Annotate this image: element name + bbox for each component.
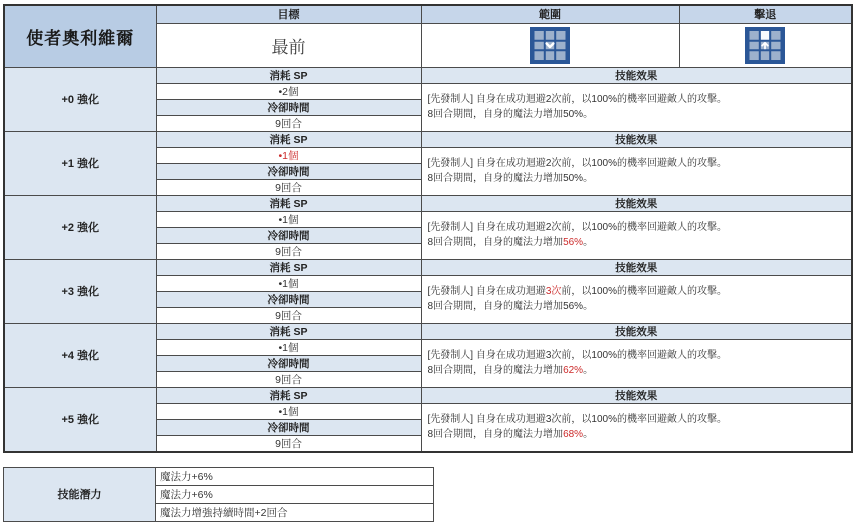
- sp-cost-value: [156, 403, 421, 419]
- effect-line-1: [先發制人] 自身在成功迴避3次前，以100%的機率回避敵人的攻擊。: [427, 413, 727, 425]
- level-label: +2 強化: [4, 195, 156, 259]
- skill-potential-table: [3, 467, 434, 522]
- sp-cost-text: •1個: [278, 341, 299, 354]
- sp-cost-text: •1個: [278, 213, 299, 226]
- cooldown-header: 冷卻時間: [156, 291, 421, 307]
- skill-effect-text: [421, 83, 852, 131]
- skill-effect-header: 技能效果: [421, 259, 852, 275]
- skill-effect-text: [421, 147, 852, 195]
- cooldown-value: 9回合: [156, 179, 421, 195]
- skill-effect-header: 技能效果: [421, 131, 852, 147]
- skill-effect-header: 技能效果: [421, 67, 852, 83]
- sp-cost-header: 消耗 SP: [156, 67, 421, 83]
- skill-effect-text: [421, 275, 852, 323]
- level-label: +3 強化: [4, 259, 156, 323]
- effect-line-1: [先發制人] 自身在成功迴避3次前，以100%的機率回避敵人的攻擊。: [427, 349, 727, 361]
- skill-effect-text: [421, 339, 852, 387]
- range-icon-cell: [421, 23, 679, 67]
- cooldown-header: 冷卻時間: [156, 99, 421, 115]
- skill-effect-text: [421, 211, 852, 259]
- sp-cost-text: •1個: [278, 405, 299, 418]
- sp-cost-header: 消耗 SP: [156, 131, 421, 147]
- range-grid-center-marker-icon: [422, 27, 679, 64]
- skill-effect-header: 技能效果: [421, 323, 852, 339]
- cooldown-value: 9回合: [156, 243, 421, 259]
- level-label: +5 強化: [4, 387, 156, 452]
- effect-line-1: [先發制人] 自身在成功迴避3次前，以100%的機率回避敵人的攻擊。: [427, 285, 727, 297]
- cooldown-value: 9回合: [156, 115, 421, 131]
- sp-cost-value: [156, 339, 421, 355]
- effect-line-1: [先發制人] 自身在成功迴避2次前，以100%的機率回避敵人的攻擊。: [427, 221, 727, 233]
- level-label: +0 強化: [4, 67, 156, 131]
- sp-cost-text: •2個: [278, 85, 299, 98]
- skill-effect-header: 技能效果: [421, 387, 852, 403]
- sp-cost-header: 消耗 SP: [156, 195, 421, 211]
- knockback-icon-cell: [679, 23, 852, 67]
- potential-row: 魔法力+6%: [156, 467, 434, 485]
- target-value: 最前: [156, 23, 421, 67]
- level-label: +4 強化: [4, 323, 156, 387]
- effect-line-2: 8回合期間，自身的魔法力增加56%。: [427, 237, 594, 248]
- effect-line-1: [先發制人] 自身在成功迴避2次前，以100%的機率回避敵人的攻擊。: [427, 157, 727, 169]
- range-column-header: 範圍: [421, 5, 679, 23]
- sp-cost-text: •1個: [278, 149, 299, 162]
- cooldown-header: 冷卻時間: [156, 419, 421, 435]
- sp-cost-value: [156, 211, 421, 227]
- knockback-column-header: 擊退: [679, 5, 852, 23]
- effect-line-2: 8回合期間，自身的魔法力增加50%。: [427, 173, 594, 184]
- skill-effect-header: 技能效果: [421, 195, 852, 211]
- knockback-grid-push-up-icon: [680, 27, 852, 64]
- cooldown-value: 9回合: [156, 435, 421, 452]
- effect-line-2: 8回合期間，自身的魔法力增加62%。: [427, 365, 594, 376]
- sp-cost-value: [156, 83, 421, 99]
- character-name: 使者奧利維爾: [4, 5, 156, 67]
- sp-cost-value: [156, 147, 421, 163]
- effect-line-1: [先發制人] 自身在成功迴避2次前，以100%的機率回避敵人的攻擊。: [427, 93, 727, 105]
- skill-potential-label: 技能潛力: [4, 467, 156, 521]
- target-column-header: 目標: [156, 5, 421, 23]
- sp-cost-value: [156, 275, 421, 291]
- potential-row: 魔法力增強持續時間+2回合: [156, 503, 434, 521]
- effect-line-2: 8回合期間，自身的魔法力增加50%。: [427, 109, 594, 120]
- potential-row: 魔法力+6%: [156, 485, 434, 503]
- sp-cost-header: 消耗 SP: [156, 387, 421, 403]
- level-label: +1 強化: [4, 131, 156, 195]
- skill-table: [3, 4, 853, 453]
- sp-cost-header: 消耗 SP: [156, 259, 421, 275]
- cooldown-value: 9回合: [156, 307, 421, 323]
- sp-cost-header: 消耗 SP: [156, 323, 421, 339]
- cooldown-value: 9回合: [156, 371, 421, 387]
- skill-effect-text: [421, 403, 852, 452]
- sp-cost-text: •1個: [278, 277, 299, 290]
- cooldown-header: 冷卻時間: [156, 355, 421, 371]
- effect-line-2: 8回合期間，自身的魔法力增加56%。: [427, 301, 594, 312]
- effect-line-2: 8回合期間，自身的魔法力增加68%。: [427, 429, 594, 440]
- cooldown-header: 冷卻時間: [156, 227, 421, 243]
- cooldown-header: 冷卻時間: [156, 163, 421, 179]
